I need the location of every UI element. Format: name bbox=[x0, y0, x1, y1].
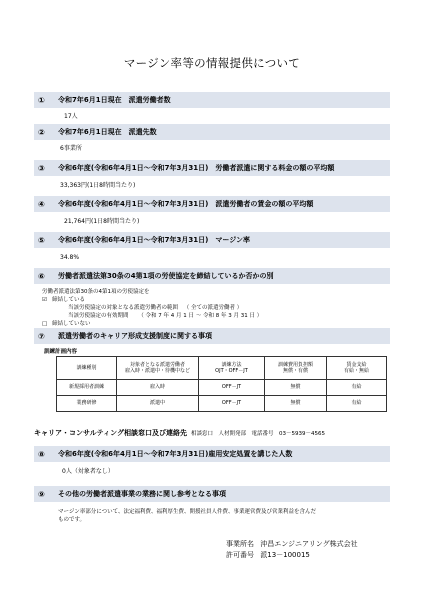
page-title: マージン率等の情報提供について bbox=[123, 56, 301, 70]
other-info-line-1: マージン率部分について、法定福利費、福利厚生費、開援社員人件費、事業運営費及び営業利益を含んだ bbox=[58, 509, 317, 515]
section-4-heading: 令和6年度(令和6年4月1日～令和7年3月31日) 派遣労働者の賃金の額の平均額 bbox=[58, 200, 314, 208]
career-consulting-contact bbox=[34, 428, 325, 438]
agreement-period-value: （ 令和 7 年 4 月 1 日 ～ 令和 8 年 3 月 31 日 ） bbox=[138, 313, 263, 319]
section-1-heading: 令和7年6月1日現在 派遣労働者数 bbox=[58, 96, 171, 104]
table-row bbox=[57, 380, 387, 396]
col-training-cost: 訓練費用負担額 無償・有償 bbox=[265, 357, 327, 380]
section-6-number: ⑥ bbox=[38, 271, 45, 281]
section-7-heading: 派遣労働者のキャリア形成支援制度に関する事項 bbox=[58, 332, 212, 340]
average-wage: 21,764円(1日8時間当たり) bbox=[64, 218, 140, 225]
table-cell: OFF－JT bbox=[199, 380, 265, 396]
section-6-heading: 労働者派遣法第30条の4第1項の労使協定を締結しているか否かの別 bbox=[58, 272, 274, 280]
section-1-number: ① bbox=[38, 95, 45, 105]
table-cell: 派遣中 bbox=[117, 396, 199, 412]
checked-box-icon: ☑ bbox=[42, 297, 47, 303]
career-contact-detail: 相談窓口 人材開発部 電話番号 03－5939－4565 bbox=[190, 431, 325, 437]
section-5-heading: 令和6年度(令和6年4月1日～令和7年3月31日) マージン率 bbox=[58, 236, 251, 244]
section-7-number: ⑦ bbox=[38, 331, 45, 341]
table-cell: 無償 bbox=[265, 396, 327, 412]
company-name: 沖昌エンジニアリング株式会社 bbox=[260, 540, 358, 548]
col-target-workers: 対象者となる派遣労働者 雇入時・派遣中・待機中など bbox=[117, 357, 199, 380]
table-row bbox=[57, 396, 387, 412]
training-table bbox=[56, 356, 387, 412]
section-6-header bbox=[34, 268, 390, 284]
section-4-header bbox=[34, 196, 390, 212]
table-cell: 雇入時 bbox=[117, 380, 199, 396]
section-2-number: ② bbox=[38, 127, 45, 137]
section-3-header bbox=[34, 160, 390, 176]
section-2-header bbox=[34, 124, 390, 140]
section-8-header bbox=[34, 446, 390, 462]
average-fee: 33,363円(1日8時間当たり) bbox=[60, 182, 136, 189]
section-9-header bbox=[34, 486, 390, 502]
agreement-scope-value: （ 全ての派遣労働者 ） bbox=[183, 305, 243, 311]
section-5-header bbox=[34, 232, 390, 248]
table-cell: 有給 bbox=[327, 396, 387, 412]
career-contact-label: キャリア・コンサルティング相談窓口及び連絡先 bbox=[34, 429, 187, 437]
agreement-scope bbox=[68, 304, 242, 312]
agreement-concluded bbox=[42, 296, 85, 304]
agreement-intro: 労働者派遣法第30条の4第1項の労使協定を bbox=[42, 289, 150, 295]
section-9-heading: その他の労働者派遣事業の業務に関し参考となる事項 bbox=[58, 490, 226, 498]
agreement-period bbox=[68, 312, 262, 320]
agreement-not-concluded bbox=[42, 320, 91, 328]
table-cell: OFF－JT bbox=[199, 396, 265, 412]
table-cell: 業務研修 bbox=[57, 396, 117, 412]
unchecked-box-icon: □ bbox=[42, 321, 48, 327]
section-3-number: ③ bbox=[38, 163, 45, 173]
section-3-heading: 令和6年度(令和6年4月1日～令和7年3月31日) 労働者派遣に関する料金の額の平均額 bbox=[58, 164, 335, 172]
margin-rate: 34.8% bbox=[60, 254, 80, 261]
section-2-heading: 令和7年6月1日現在 派遣先数 bbox=[58, 128, 157, 136]
table-cell: 新規採用者訓練 bbox=[57, 380, 117, 396]
table-cell: 無償 bbox=[265, 380, 327, 396]
company-name-row bbox=[226, 540, 358, 548]
section-4-number: ④ bbox=[38, 199, 45, 209]
agreement-scope-label: 当該労使協定の対象となる派遣労働者の範囲 bbox=[68, 305, 179, 311]
col-training-method: 訓練方法 OJT・OFF－JT bbox=[199, 357, 265, 380]
section-8-number: ⑧ bbox=[38, 449, 45, 459]
stabilization-count: 0人（対象者なし） bbox=[62, 468, 114, 475]
other-info-line-2: ものです。 bbox=[58, 517, 86, 523]
section-8-heading: 令和6年度(令和6年4月1日～令和7年3月31日)雇用安定処置を講じた人数 bbox=[58, 450, 293, 458]
col-wage-payment: 賃金支給 有給・無給 bbox=[327, 357, 387, 380]
section-9-number: ⑨ bbox=[38, 489, 45, 499]
section-5-number: ⑤ bbox=[38, 235, 45, 245]
agreement-not-concluded-label: 締結していない bbox=[52, 321, 91, 327]
section-7-header bbox=[34, 328, 390, 344]
training-plan-heading: 訓練計画内容 bbox=[44, 349, 78, 355]
agreement-concluded-label: 締結している bbox=[52, 297, 86, 303]
worker-count: 17人 bbox=[64, 113, 78, 120]
col-training-type: 訓練種別 bbox=[57, 357, 117, 380]
section-1-header bbox=[34, 92, 390, 108]
permit-number-label: 許可番号 bbox=[226, 551, 254, 559]
permit-number-row bbox=[226, 551, 310, 559]
client-count: 6事業所 bbox=[60, 145, 82, 152]
training-table-header-row bbox=[57, 357, 387, 380]
permit-number: 派13－100015 bbox=[260, 551, 310, 559]
company-name-label: 事業所名 bbox=[226, 540, 254, 548]
agreement-period-label: 当該労使協定の有効期間 bbox=[68, 313, 129, 319]
table-cell: 有給 bbox=[327, 380, 387, 396]
